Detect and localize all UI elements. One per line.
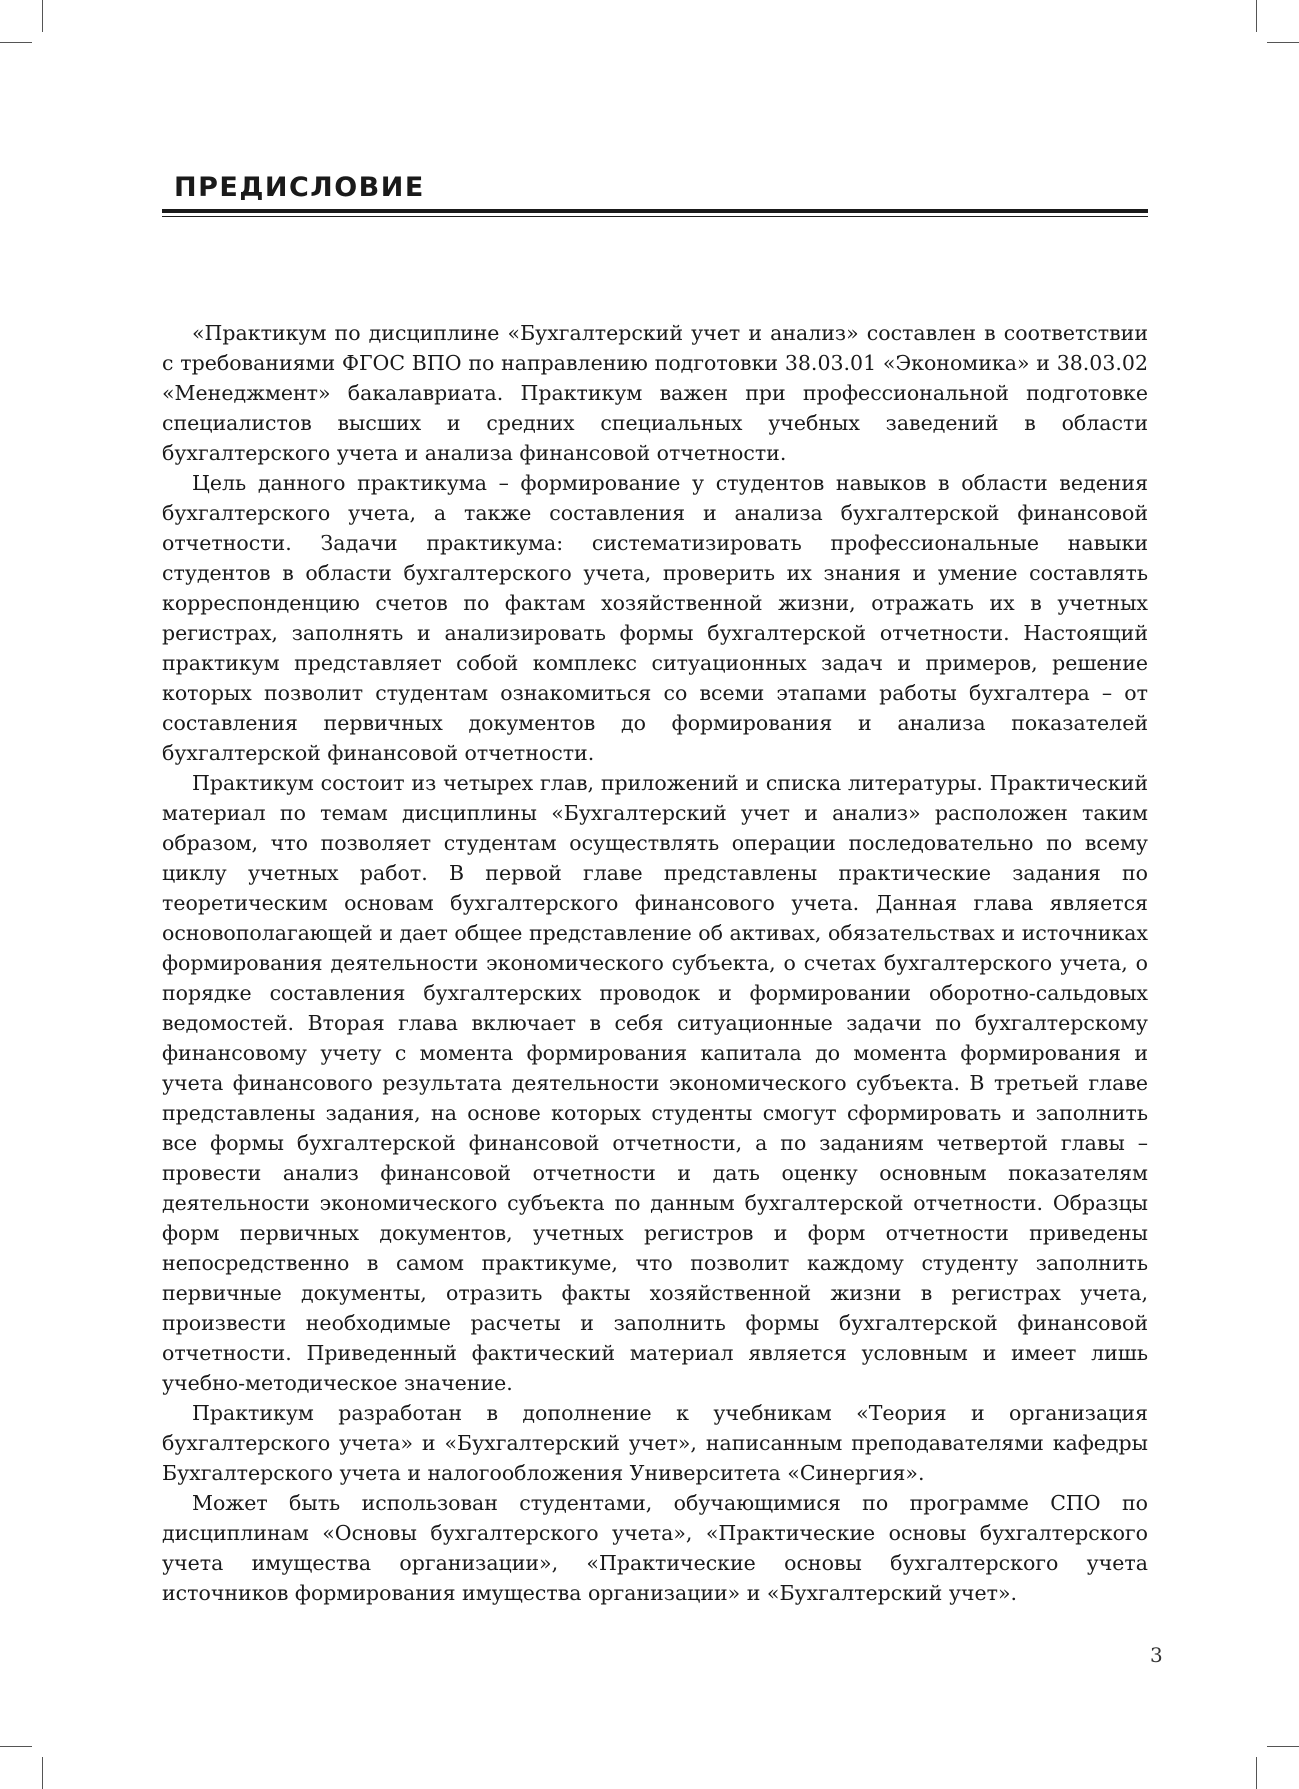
page-heading: ПРЕДИСЛОВИЕ [174, 172, 425, 203]
crop-mark-bottom-left-horizontal [0, 1746, 32, 1747]
paragraph: Практикум состоит из четырех глав, приложений и списка литературы. Практический материал по темам дисциплины «Бухгалтерский учет и анализ» расположен таким образом, что позволяет студентам осуществлять операции последовательно по всему циклу учетных работ. В первой главе представлены практические задания по теоретическим основам бухгалтерского финансового учета. Данная глава является основополагающей и дает общее представление об активах, обязательствах и источниках формирования деятельности экономического субъекта, о счетах бухгалтерского учета, о порядке составления бухгалтерских проводок и формировании оборотно-сальдовых ведомостей. Вторая глава включает в себя ситуационные задачи по бухгалтерскому финансовому учету с момента формирования капитала до момента формирования и учета финансового результата деятельности экономического субъекта. В третьей главе представлены задания, на основе которых студенты смогут сформировать и заполнить все формы бухгалтерской финансовой отчетности, а по заданиям четвертой главы – провести анализ финансовой отчетности и дать оценку основным показателям деятельности экономического субъекта по данным бухгалтерской отчетности. Образцы форм первичных документов, учетных регистров и форм отчетности приведены непосредственно в самом практикуме, что позволит каждому студенту заполнить первичные документы, отразить факты хозяйственной жизни в регистрах учета, произвести необходимые расчеты и заполнить формы бухгалтерской финансовой отчетности. Приведенный фактический материал является условным и имеет лишь учебно-методическое значение. [162, 771, 1148, 1395]
crop-mark-top-left-horizontal [0, 42, 32, 43]
heading-rule-thick [162, 209, 1148, 213]
body-text [162, 318, 1148, 1608]
paragraph: Цель данного практикума – формирование у студентов навыков в области ведения бухгалтерского учета, а также составления и анализа бухгалтерской финансовой отчетности. Задачи практикума: систематизировать профессиональные навыки студентов в области бухгалтерского учета, проверить их знания и умение составлять корреспонденцию счетов по фактам хозяйственной жизни, отражать их в учетных регистрах, заполнять и анализировать формы бухгалтерской отчетности. Настоящий практикум представляет собой комплекс ситуационных задач и примеров, решение которых позволит студентам ознакомиться со всеми этапами работы бухгалтера – от составления первичных документов до формирования и анализа показателей бухгалтерской финансовой отчетности. [162, 471, 1148, 765]
crop-mark-bottom-left-vertical [42, 1757, 43, 1789]
crop-mark-bottom-right-horizontal [1267, 1746, 1299, 1747]
crop-mark-top-right-vertical [1256, 0, 1257, 32]
heading-rule-thin [162, 216, 1148, 217]
crop-mark-top-left-vertical [42, 0, 43, 32]
page-number: 3 [1150, 1643, 1163, 1667]
paragraph: Может быть использован студентами, обучающимися по программе СПО по дисциплинам «Основы бухгалтерского учета», «Практические основы бухгалтерского учета имущества организации», «Практические основы бухгалтерского учета источников формирования имущества организации» и «Бухгалтерский учет». [162, 1491, 1148, 1605]
crop-mark-top-right-horizontal [1267, 42, 1299, 43]
crop-mark-bottom-right-vertical [1256, 1757, 1257, 1789]
paragraph: Практикум разработан в дополнение к учебникам «Теория и организация бухгалтерского учета» и «Бухгалтерский учет», написанным преподавателями кафедры Бухгалтерского учета и налогообложения Университета «Синергия». [162, 1401, 1148, 1485]
paragraph: «Практикум по дисциплине «Бухгалтерский учет и анализ» составлен в соответствии с требованиями ФГОС ВПО по направлению подготовки 38.03.01 «Экономика» и 38.03.02 «Менеджмент» бакалавриата. Практикум важен при профессиональной подготовке специалистов высших и средних специальных учебных заведений в области бухгалтерского учета и анализа финансовой отчетности. [162, 321, 1148, 465]
